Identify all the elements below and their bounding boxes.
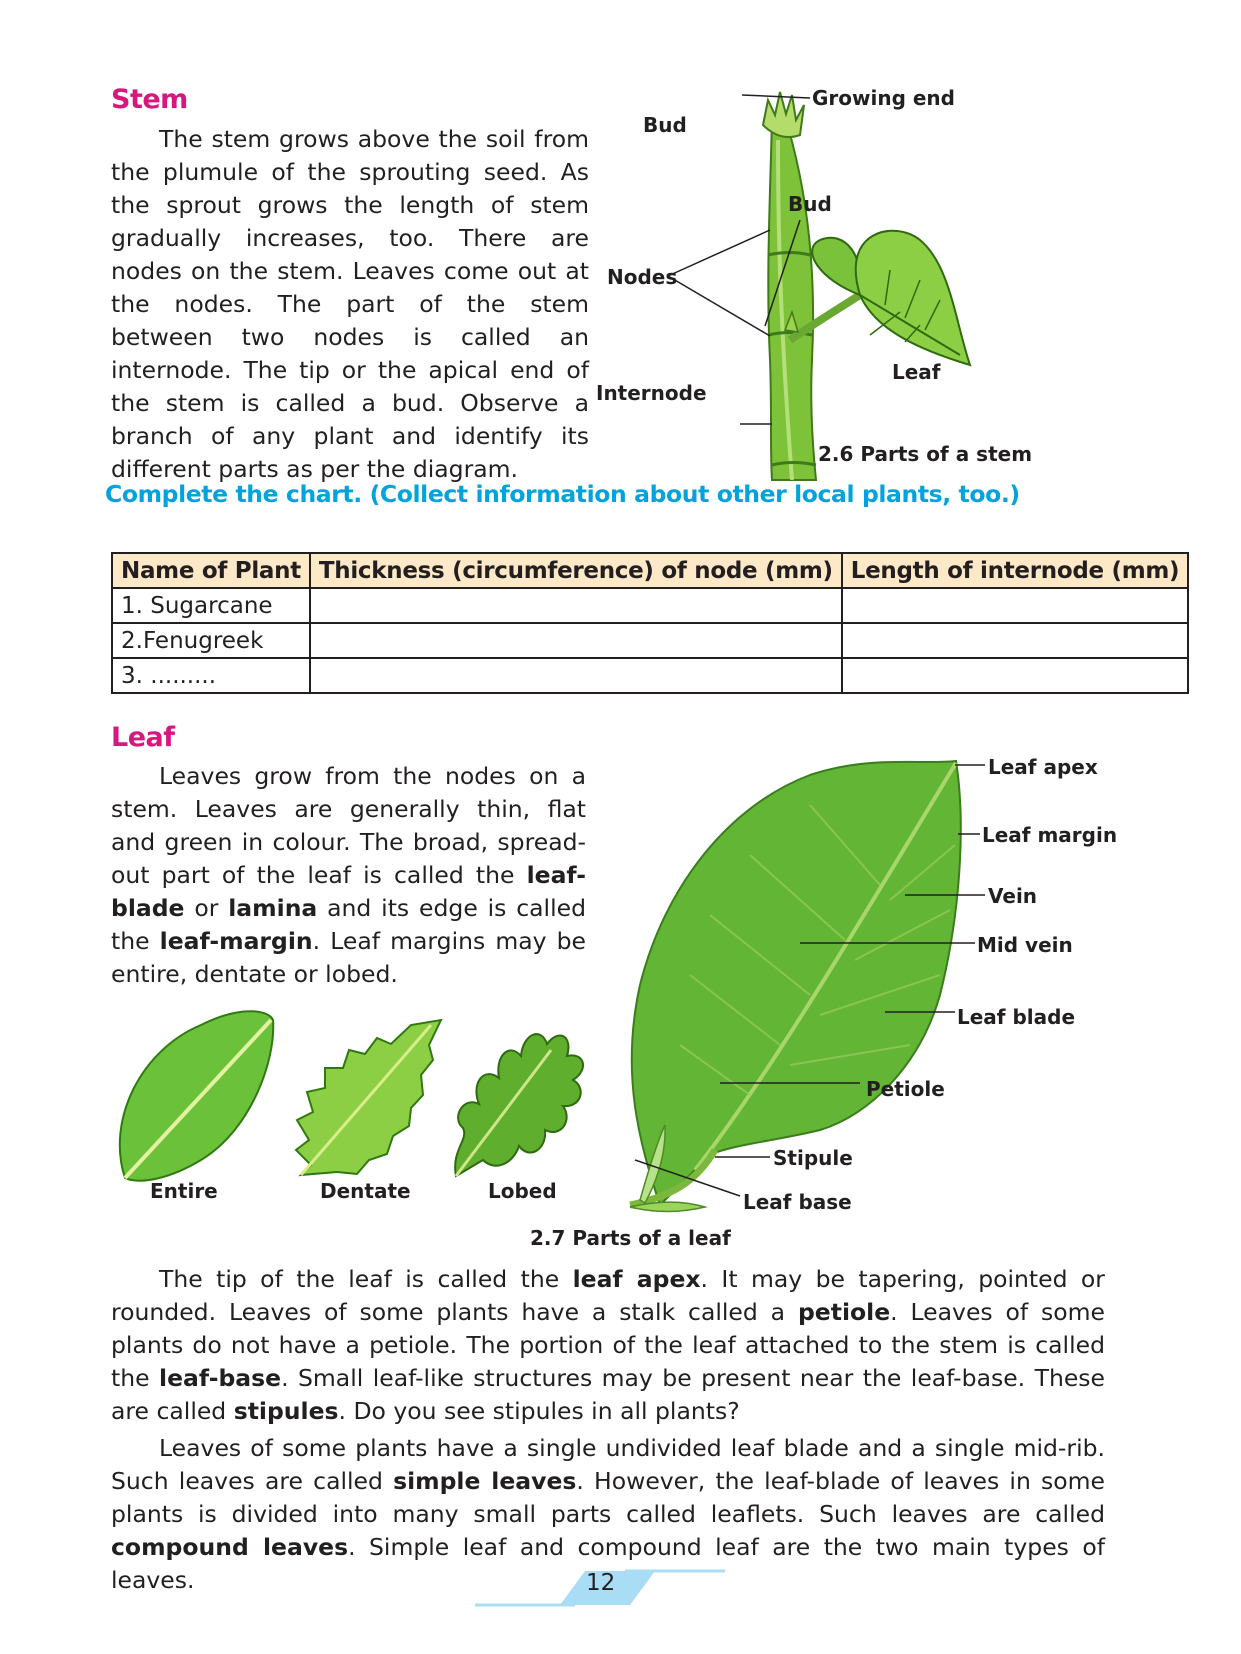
text-run: . However, the leaf-blade of leaves in some plants is divided into many small parts called leaflets. Such leaves are called xyxy=(111,1467,1105,1528)
text-run: . It may be tapering, pointed or rounded. Leaves of some plants have a stalk called a xyxy=(111,1265,1105,1326)
label-lobed: Lobed xyxy=(488,1179,557,1203)
term-leaf-margin: leaf-margin xyxy=(159,927,313,955)
label-growing-end: Growing end xyxy=(812,86,955,110)
table-cell xyxy=(310,623,842,658)
leaf-heading: Leaf xyxy=(111,722,175,753)
term-stipules: stipules xyxy=(233,1397,339,1425)
table-row xyxy=(112,588,1188,623)
stem-figure xyxy=(620,80,1100,500)
table-cell: 1. Sugarcane xyxy=(112,588,310,623)
page-number: 12 xyxy=(586,1570,616,1596)
plant-chart-table xyxy=(111,552,1189,694)
table-header-cell: Thickness (circumference) of node (mm) xyxy=(310,553,842,588)
label-bud-side: Bud xyxy=(788,192,832,216)
table-cell xyxy=(310,588,842,623)
label-petiole: Petiole xyxy=(866,1077,945,1101)
label-internode: Internode xyxy=(596,381,707,405)
term-simple-leaves: simple leaves xyxy=(393,1467,577,1495)
text-run: Leaves of some plants have a single undivided leaf blade and a single mid-rib. Such leaves are called xyxy=(111,1434,1105,1495)
text-run: and its edge is called the xyxy=(111,894,586,955)
text-run: or xyxy=(184,894,229,922)
text-run: . Leaves of some plants do not have a petiole. The portion of the leaf attached to the stem is called the xyxy=(111,1298,1106,1392)
leaf-margin-types-illustration xyxy=(111,1000,611,1200)
table-header-cell: Name of Plant xyxy=(112,553,310,588)
label-leaf-apex: Leaf apex xyxy=(988,755,1098,779)
stem-paragraph-text: The stem grows above the soil from the plumule of the sprouting seed. As the sprout grows the length of stem gradually increases, too. There are nodes on the stem. Leaves come out at the nodes. The part of the stem between two nodes is called an internode. The tip or the apical end of the stem is called a bud. Observe a branch of any plant and identify its different parts as per the diagram. xyxy=(111,125,589,483)
text-run: . Do you see stipules in all plants? xyxy=(338,1397,740,1425)
table-cell xyxy=(842,588,1188,623)
label-mid-vein: Mid vein xyxy=(977,933,1073,957)
text-run: Leaves grow from the nodes on a stem. Leaves are generally thin, flat and green in colour. The broad, spread-out part of the leaf is called the xyxy=(111,762,586,889)
leaf-paragraph-2 xyxy=(111,1263,1105,1428)
table-cell: 2.Fenugreek xyxy=(112,623,310,658)
term-lamina: lamina xyxy=(228,894,318,922)
label-entire: Entire xyxy=(150,1179,218,1203)
label-bud-top: Bud xyxy=(643,113,687,137)
term-leaf-base: leaf-base xyxy=(159,1364,282,1392)
table-header-row xyxy=(112,553,1188,588)
term-leaf-blade: leaf-blade xyxy=(111,861,586,922)
text-run: The tip of the leaf is called the xyxy=(159,1265,573,1293)
stem-figure-caption: 2.6 Parts of a stem xyxy=(818,442,1033,466)
table-cell xyxy=(842,658,1188,693)
leaf-paragraph-1 xyxy=(111,760,586,991)
label-leaf-margin: Leaf margin xyxy=(982,823,1118,847)
label-leaf-blade: Leaf blade xyxy=(957,1005,1076,1029)
text-run: . Simple leaf and compound leaf are the two main types of leaves. xyxy=(111,1533,1105,1594)
leaf-parts-illustration xyxy=(620,745,1080,1215)
stem-illustration xyxy=(620,80,1100,500)
table-row xyxy=(112,623,1188,658)
text-run: . Leaf margins may be entire, dentate or lobed. xyxy=(111,927,586,988)
text-run: . Small leaf-like structures may be present near the leaf-base. These are called xyxy=(111,1364,1105,1425)
label-vein: Vein xyxy=(988,884,1038,908)
chart-instruction: Complete the chart. (Collect information about other local plants, too.) xyxy=(105,480,1020,508)
term-compound-leaves: compound leaves xyxy=(111,1533,349,1561)
table-cell xyxy=(310,658,842,693)
term-leaf-apex: leaf apex xyxy=(572,1265,701,1293)
table-cell: 3. ......... xyxy=(112,658,310,693)
stem-heading: Stem xyxy=(111,84,188,115)
leaf-figure-caption: 2.7 Parts of a leaf xyxy=(530,1226,731,1250)
table-cell xyxy=(842,623,1188,658)
label-nodes: Nodes xyxy=(607,265,678,289)
label-dentate: Dentate xyxy=(320,1179,411,1203)
label-leaf: Leaf xyxy=(892,360,941,384)
table-header-cell: Length of internode (mm) xyxy=(842,553,1188,588)
table-row xyxy=(112,658,1188,693)
label-stipule: Stipule xyxy=(773,1146,853,1170)
label-leaf-base: Leaf base xyxy=(743,1190,852,1214)
stem-paragraph xyxy=(111,123,589,486)
term-petiole: petiole xyxy=(797,1298,891,1326)
